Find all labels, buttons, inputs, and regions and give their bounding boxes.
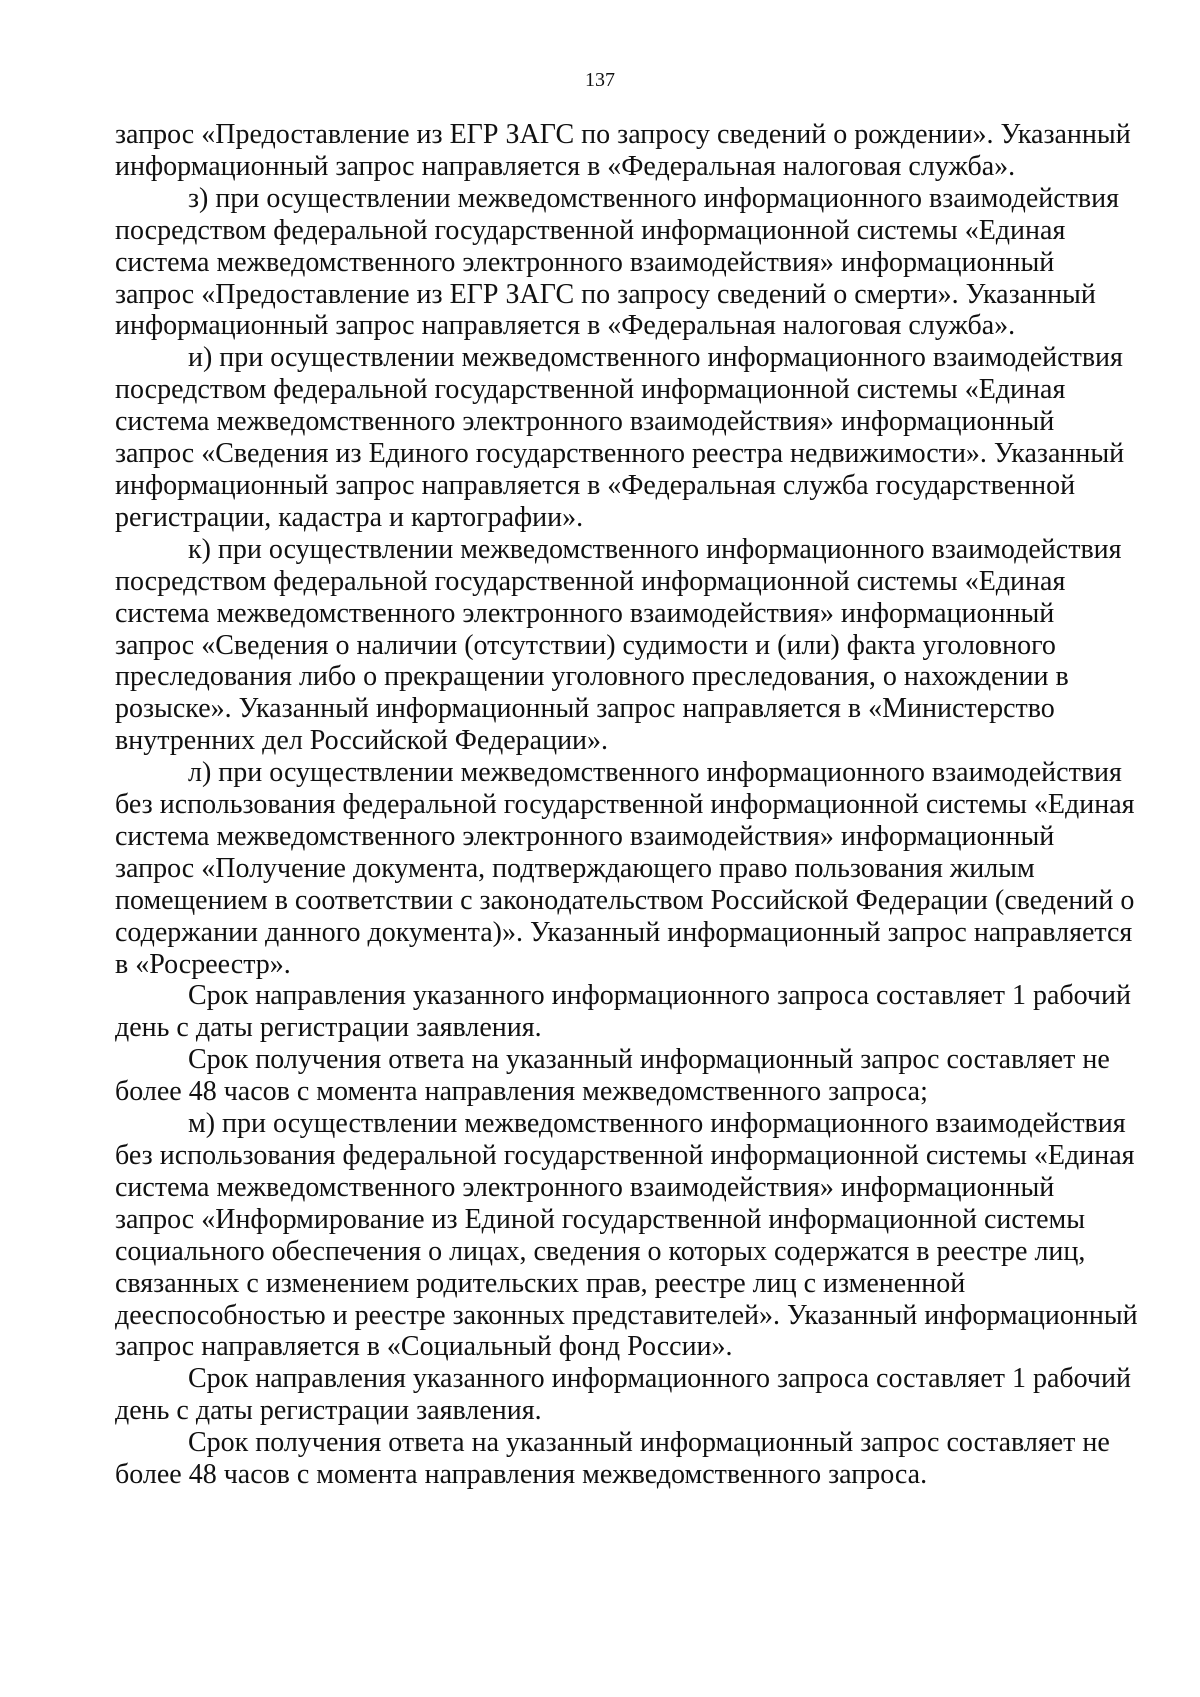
- paragraph-item-z: з) при осуществлении межведомственного информационного взаимодействия посредством федеральной государственной информационной системы «Единая система межведомственного электронного взаимодействия» информационный запрос «Предоставление из ЕГР ЗАГС по запросу сведений о смерти». Указанный информационный запрос направляется в «Федеральная налоговая служба».: [115, 182, 1119, 342]
- document-body: [115, 119, 1150, 1491]
- paragraph-term-send-2: Срок направления указанного информационного запроса составляет 1 рабочий день с даты регистрации заявления.: [115, 1363, 1131, 1427]
- paragraph-term-response-1: Срок получения ответа на указанный информационный запрос составляет не более 48 часов с момента направления межведомственного запроса;: [115, 1044, 1110, 1108]
- paragraph-item-i: и) при осуществлении межведомственного информационного взаимодействия посредством федеральной государственной информационной системы «Единая система межведомственного электронного взаимодействия» информационный запрос «Сведения из Единого государственного реестра недвижимости». Указанный информационный запрос направляется в «Федеральная служба государственной регистрации, кадастра и картографии».: [115, 342, 1125, 533]
- page-number: 137: [585, 69, 615, 91]
- paragraph-item-k: к) при осуществлении межведомственного информационного взаимодействия посредством федеральной государственной информационной системы «Единая система межведомственного электронного взаимодействия» информационный запрос «Сведения о наличии (отсутствии) судимости и (или) факта уголовного преследования либо о прекращении уголовного преследования, о нахождении в розыске». Указанный информационный запрос направляется в «Министерство внутренних дел Российской Федерации».: [115, 533, 1122, 757]
- paragraph-term-response-2: Срок получения ответа на указанный информационный запрос составляет не более 48 часов с момента направления межведомственного запроса.: [115, 1427, 1110, 1491]
- paragraph-zh-continuation: запрос «Предоставление из ЕГР ЗАГС по запросу сведений о рождении». Указанный информационный запрос направляется в «Федеральная налоговая служба».: [115, 119, 1131, 182]
- paragraph-item-m: м) при осуществлении межведомственного информационного взаимодействия без использования федеральной государственной информационной системы «Единая система межведомственного электронного взаимодействия» информационный запрос «Информирование из Единой государственной информационной системы социального обеспечения о лицах, сведения о которых содержатся в реестре лиц, связанных с изменением родительских прав, реестре лиц с измененной дееспособностью и реестре законных представителей». Указанный информационный запрос направляется в «Социальный фонд России».: [115, 1108, 1138, 1363]
- paragraph-item-l: л) при осуществлении межведомственного информационного взаимодействия без использования федеральной государственной информационной системы «Единая система межведомственного электронного взаимодействия» информационный запрос «Получение документа, подтверждающего право пользования жилым помещением в соответствии с законодательством Российской Федерации (сведений о содержании данного документа)». Указанный информационный запрос направляется в «Росреестр».: [115, 757, 1135, 980]
- paragraph-term-send-1: Срок направления указанного информационного запроса составляет 1 рабочий день с даты регистрации заявления.: [115, 980, 1131, 1044]
